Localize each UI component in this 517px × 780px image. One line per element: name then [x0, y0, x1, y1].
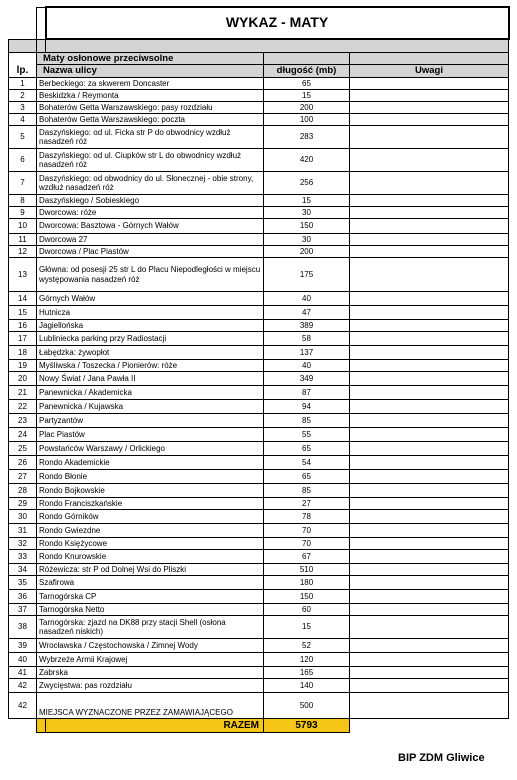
table-row	[9, 258, 509, 292]
row-length: 349	[264, 372, 350, 386]
row-length: 200	[264, 102, 350, 114]
row-length: 283	[264, 126, 350, 149]
row-notes	[350, 234, 509, 246]
row-street: Łabędzka: żywopłot	[37, 346, 264, 360]
title-row	[9, 7, 509, 39]
header-length: długość (mb)	[264, 65, 350, 78]
table-row	[9, 195, 509, 207]
row-lp: 23	[9, 414, 37, 428]
table-row	[9, 442, 509, 456]
row-street: Plac Piastów	[37, 428, 264, 442]
row-lp: 14	[9, 292, 37, 306]
row-length: 47	[264, 306, 350, 320]
row-street: Panewnicka / Akademicka	[37, 386, 264, 400]
row-street: Górnych Wałów	[37, 292, 264, 306]
header-row	[9, 65, 509, 78]
row-notes	[350, 616, 509, 639]
row-length: 67	[264, 550, 350, 564]
table-row	[9, 78, 509, 90]
row-notes	[350, 667, 509, 679]
row-notes	[350, 172, 509, 195]
row-street: Tarnogórska: zjazd na DK88 przy stacji Shell (osłona nasadzeń niskich)	[37, 616, 264, 639]
table-row	[9, 306, 509, 320]
table-row	[9, 372, 509, 386]
row-length: 40	[264, 292, 350, 306]
row-lp: 35	[9, 576, 37, 590]
section-row	[9, 53, 509, 65]
row-lp: 39	[9, 639, 37, 653]
row-lp: 32	[9, 538, 37, 550]
row-lp: 3	[9, 102, 37, 114]
row-lp: 15	[9, 306, 37, 320]
row-notes	[350, 332, 509, 346]
table-row	[9, 207, 509, 219]
row-street: MIEJSCA WYZNACZONE PRZEZ ZAMAWIAJĄCEGO	[37, 693, 264, 719]
header-street: Nazwa ulicy	[37, 65, 264, 78]
row-street: Dworcowa / Plac Piastów	[37, 246, 264, 258]
row-street: Jagiellońska	[37, 320, 264, 332]
table-row	[9, 524, 509, 538]
row-notes	[350, 456, 509, 470]
row-lp: 10	[9, 219, 37, 234]
row-lp: 21	[9, 386, 37, 400]
row-street: Zabrska	[37, 667, 264, 679]
row-lp: 38	[9, 616, 37, 639]
row-notes	[350, 564, 509, 576]
row-length: 70	[264, 538, 350, 550]
row-street: Rondo Franciszkańskie	[37, 498, 264, 510]
table-row	[9, 484, 509, 498]
table-row	[9, 498, 509, 510]
row-lp: 2	[9, 90, 37, 102]
row-length: 389	[264, 320, 350, 332]
row-length: 120	[264, 653, 350, 667]
row-length: 15	[264, 90, 350, 102]
table-row	[9, 114, 509, 126]
row-street: Rondo Księżycowe	[37, 538, 264, 550]
row-lp: 27	[9, 470, 37, 484]
row-street: Daszyńskiego: od ul. Ciupków str L do obwodnicy wzdłuż nasadzeń róż	[37, 149, 264, 172]
row-street: Hutnicza	[37, 306, 264, 320]
row-lp: 18	[9, 346, 37, 360]
row-notes	[350, 90, 509, 102]
table-row	[9, 679, 509, 693]
row-length: 65	[264, 442, 350, 456]
row-lp: 37	[9, 604, 37, 616]
header-lp: lp.	[9, 65, 37, 78]
document-title: WYKAZ - MATY	[46, 7, 509, 39]
row-notes	[350, 604, 509, 616]
row-lp: 5	[9, 126, 37, 149]
row-notes	[350, 102, 509, 114]
row-notes	[350, 428, 509, 442]
row-lp: 41	[9, 667, 37, 679]
row-lp: 11	[9, 234, 37, 246]
row-street: Daszyńskiego / Sobieskiego	[37, 195, 264, 207]
row-notes	[350, 78, 509, 90]
row-notes	[350, 510, 509, 524]
row-street: Rondo Knurowskie	[37, 550, 264, 564]
row-notes	[350, 484, 509, 498]
header-notes: Uwagi	[350, 65, 509, 78]
row-length: 70	[264, 524, 350, 538]
row-street: Bohaterów Getta Warszawskiego: pasy rozdziału	[37, 102, 264, 114]
row-street: Dworcowa: róże	[37, 207, 264, 219]
row-lp: 6	[9, 149, 37, 172]
row-notes	[350, 219, 509, 234]
row-lp: 8	[9, 195, 37, 207]
row-length: 15	[264, 616, 350, 639]
row-length: 30	[264, 234, 350, 246]
row-length: 165	[264, 667, 350, 679]
table-row	[9, 172, 509, 195]
row-street: Rondo Akademickie	[37, 456, 264, 470]
row-lp: 25	[9, 442, 37, 456]
row-notes	[350, 386, 509, 400]
section-title: Maty osłonowe przeciwsolne	[37, 53, 264, 65]
row-lp: 40	[9, 653, 37, 667]
row-street: Tarnogórska CP	[37, 590, 264, 604]
document-sheet	[8, 6, 508, 733]
table-row	[9, 90, 509, 102]
row-notes	[350, 498, 509, 510]
row-notes	[350, 550, 509, 564]
table-row	[9, 332, 509, 346]
total-value: 5793	[264, 719, 350, 733]
row-notes	[350, 442, 509, 456]
row-length: 55	[264, 428, 350, 442]
row-notes	[350, 693, 509, 719]
table-row	[9, 400, 509, 414]
row-street: Dworcowa 27	[37, 234, 264, 246]
row-lp: 20	[9, 372, 37, 386]
row-street: Powstańców Warszawy / Orlickiego	[37, 442, 264, 456]
row-lp: 29	[9, 498, 37, 510]
table-row	[9, 456, 509, 470]
row-street: Partyzantów	[37, 414, 264, 428]
row-lp: 36	[9, 590, 37, 604]
row-street: Berbeckiego: za skwerem Doncaster	[37, 78, 264, 90]
table-row	[9, 576, 509, 590]
total-row	[9, 719, 509, 733]
row-notes	[350, 195, 509, 207]
table-row	[9, 538, 509, 550]
table-row	[9, 320, 509, 332]
row-length: 65	[264, 470, 350, 484]
row-lp: 24	[9, 428, 37, 442]
row-street: Rondo Błonie	[37, 470, 264, 484]
table-row	[9, 693, 509, 719]
row-street: Różewicza: str P od Dolnej Wsi do Pliszki	[37, 564, 264, 576]
row-lp: 17	[9, 332, 37, 346]
row-street: Wybrzeże Armii Krajowej	[37, 653, 264, 667]
row-length: 94	[264, 400, 350, 414]
row-lp: 4	[9, 114, 37, 126]
row-length: 87	[264, 386, 350, 400]
row-lp: 1	[9, 78, 37, 90]
row-lp: 34	[9, 564, 37, 576]
row-street: Szafirowa	[37, 576, 264, 590]
table-row	[9, 234, 509, 246]
row-length: 60	[264, 604, 350, 616]
row-street: Beskidzka / Reymonta	[37, 90, 264, 102]
table-row	[9, 653, 509, 667]
row-length: 30	[264, 207, 350, 219]
table-row	[9, 149, 509, 172]
row-length: 150	[264, 590, 350, 604]
table-row	[9, 414, 509, 428]
row-length: 85	[264, 414, 350, 428]
row-notes	[350, 576, 509, 590]
row-notes	[350, 246, 509, 258]
row-notes	[350, 414, 509, 428]
row-street: Rondo Gwiezdne	[37, 524, 264, 538]
row-street: Myśliwska / Toszecka / Pionierów: róże	[37, 360, 264, 372]
table-row	[9, 360, 509, 372]
row-lp: 31	[9, 524, 37, 538]
table-row	[9, 550, 509, 564]
table-row	[9, 126, 509, 149]
row-notes	[350, 346, 509, 360]
row-notes	[350, 207, 509, 219]
row-notes	[350, 126, 509, 149]
row-lp: 7	[9, 172, 37, 195]
row-notes	[350, 360, 509, 372]
table-row	[9, 219, 509, 234]
row-lp: 42	[9, 693, 37, 719]
table-row	[9, 616, 509, 639]
row-length: 40	[264, 360, 350, 372]
row-notes	[350, 258, 509, 292]
table-row	[9, 246, 509, 258]
table-row	[9, 386, 509, 400]
row-length: 58	[264, 332, 350, 346]
row-lp: 28	[9, 484, 37, 498]
row-lp: 9	[9, 207, 37, 219]
row-length: 15	[264, 195, 350, 207]
table-row	[9, 639, 509, 653]
row-street: Tarnogórska Netto	[37, 604, 264, 616]
row-length: 140	[264, 679, 350, 693]
row-length: 78	[264, 510, 350, 524]
table-row	[9, 564, 509, 576]
gray-band	[9, 39, 509, 53]
row-street: Lubliniecka parking przy Radiostacji	[37, 332, 264, 346]
table-row	[9, 590, 509, 604]
table-row	[9, 470, 509, 484]
row-street: Nowy Świat / Jana Pawła II	[37, 372, 264, 386]
row-street: Rondo Górników	[37, 510, 264, 524]
row-street: Zwycięstwa: pas rozdziału	[37, 679, 264, 693]
row-lp: 26	[9, 456, 37, 470]
row-length: 85	[264, 484, 350, 498]
table-row	[9, 604, 509, 616]
row-street: Daszyńskiego: od ul. Ficka str P do obwodnicy wzdłuż nasadzeń róż	[37, 126, 264, 149]
table-row	[9, 102, 509, 114]
row-notes	[350, 306, 509, 320]
row-notes	[350, 524, 509, 538]
footer-label: BIP ZDM Gliwice	[398, 752, 485, 764]
row-length: 137	[264, 346, 350, 360]
row-street: Daszyńskiego: od obwodnicy do ul. Słonecznej - obie strony, wzdłuż nasadzeń róż	[37, 172, 264, 195]
row-notes	[350, 114, 509, 126]
row-lp: 42	[9, 679, 37, 693]
row-length: 420	[264, 149, 350, 172]
row-notes	[350, 679, 509, 693]
row-length: 52	[264, 639, 350, 653]
row-notes	[350, 320, 509, 332]
row-notes	[350, 653, 509, 667]
row-length: 100	[264, 114, 350, 126]
table-row	[9, 667, 509, 679]
row-length: 150	[264, 219, 350, 234]
table-row	[9, 292, 509, 306]
row-street: Dworcowa: Basztowa - Górnych Wałów	[37, 219, 264, 234]
row-length: 65	[264, 78, 350, 90]
row-lp: 30	[9, 510, 37, 524]
row-street: Bohaterów Getta Warszawskiego: poczta	[37, 114, 264, 126]
row-length: 500	[264, 693, 350, 719]
row-length: 27	[264, 498, 350, 510]
row-lp: 33	[9, 550, 37, 564]
mats-table	[8, 6, 510, 733]
row-street: Panewnicka / Kujawska	[37, 400, 264, 414]
row-length: 180	[264, 576, 350, 590]
row-notes	[350, 292, 509, 306]
row-lp: 19	[9, 360, 37, 372]
row-lp: 12	[9, 246, 37, 258]
row-street: Rondo Bojkowskie	[37, 484, 264, 498]
table-row	[9, 428, 509, 442]
row-length: 256	[264, 172, 350, 195]
row-notes	[350, 372, 509, 386]
row-notes	[350, 400, 509, 414]
row-length: 54	[264, 456, 350, 470]
row-notes	[350, 538, 509, 550]
row-street: Główna: od posesji 25 str L do Placu Niepodległości w miejscu występowania nasadzeń róż	[37, 258, 264, 292]
row-lp: 16	[9, 320, 37, 332]
row-length: 175	[264, 258, 350, 292]
row-notes	[350, 590, 509, 604]
row-notes	[350, 639, 509, 653]
row-length: 200	[264, 246, 350, 258]
table-row	[9, 346, 509, 360]
table-row	[9, 510, 509, 524]
row-notes	[350, 470, 509, 484]
row-length: 510	[264, 564, 350, 576]
row-lp: 13	[9, 258, 37, 292]
row-lp: 22	[9, 400, 37, 414]
row-notes	[350, 149, 509, 172]
total-label: RAZEM	[46, 719, 264, 733]
row-street: Wrocławska / Częstochowska / Zimnej Wody	[37, 639, 264, 653]
